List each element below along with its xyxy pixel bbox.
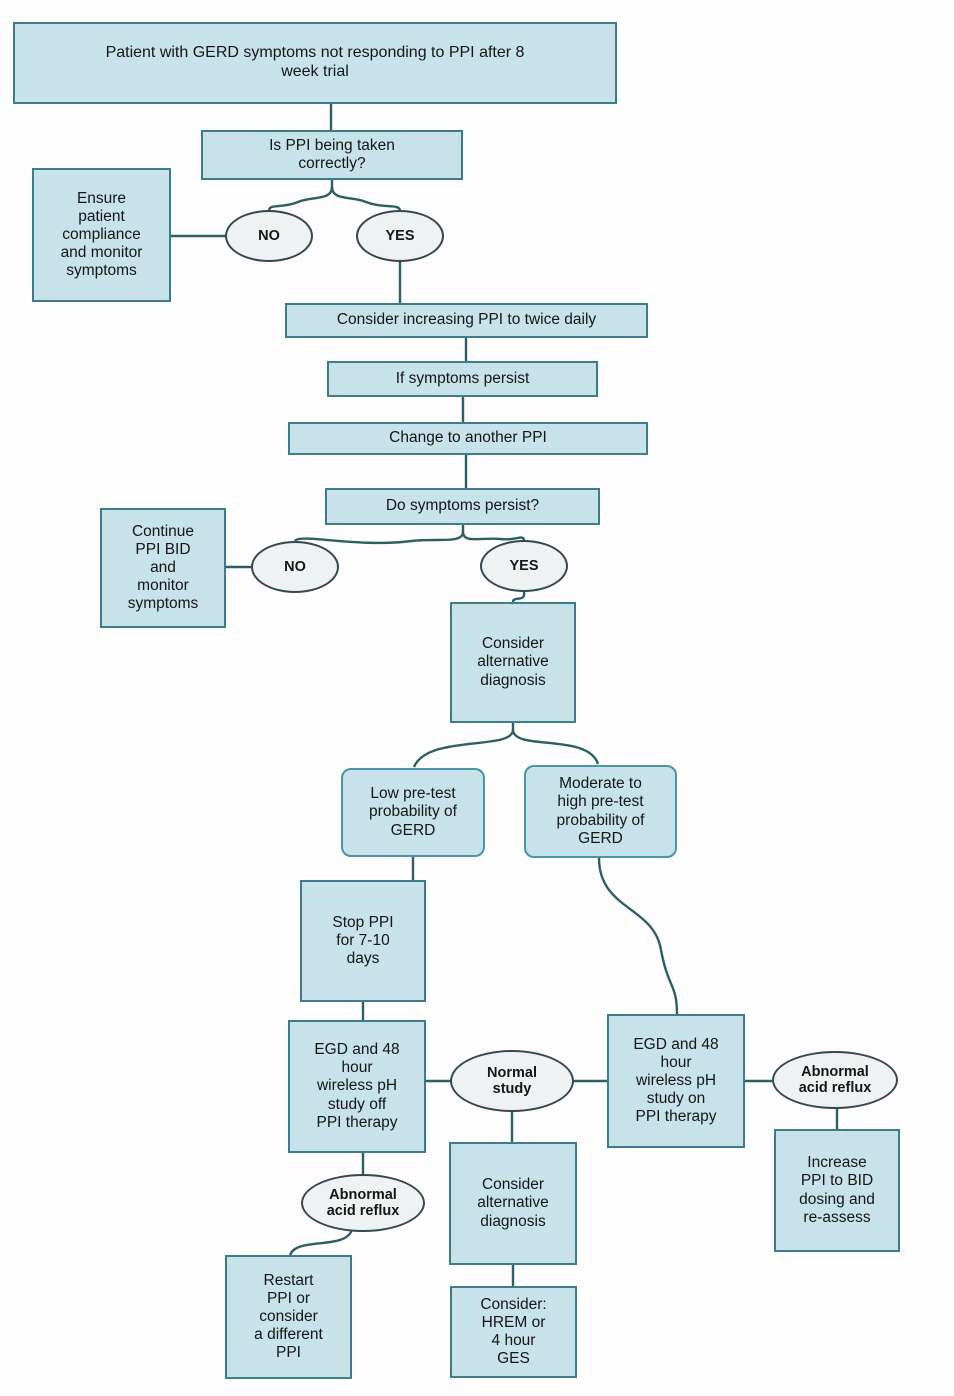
node-if-symptoms-persist <box>327 361 598 397</box>
node-if-symptoms-persist-label: If symptoms persist <box>395 369 530 387</box>
node-ensure-compliance <box>32 168 171 302</box>
node-question-ppi-correct <box>201 130 463 180</box>
decision-abnormal-acid-reflux-left <box>301 1174 425 1232</box>
decision-no-2 <box>251 541 339 593</box>
decision-yes-1-label: YES <box>385 227 415 244</box>
connector-consalt1-to-modhigh <box>513 730 598 764</box>
connector-modhigh-to-egdon <box>599 858 677 1014</box>
node-increase-bid-label: Increase PPI to BID dosing and re-assess <box>799 1154 875 1226</box>
node-restart-ppi <box>225 1255 352 1379</box>
node-consider-increase <box>285 303 648 338</box>
decision-no-1-label: NO <box>258 227 280 244</box>
decision-abnormal-acid-reflux-right-label: Abnormal acid reflux <box>798 1063 872 1096</box>
node-continue-bid-label: Continue PPI BID and monitor symptoms <box>127 522 199 613</box>
node-egd-on-ppi <box>607 1014 745 1148</box>
decision-no-1 <box>225 210 313 262</box>
node-consider-alternative-2-label: Consider alternative diagnosis <box>477 1176 549 1230</box>
connector-consalt1-to-low <box>414 730 513 767</box>
node-low-pretest-label: Low pre-test probability of GERD <box>369 785 457 839</box>
node-consider-hrem-ges-label: Consider: HREM or 4 hour GES <box>480 1295 547 1368</box>
node-egd-on-ppi-label: EGD and 48 hour wireless pH study on PPI therapy <box>633 1035 719 1126</box>
node-consider-increase-label: Consider increasing PPI to twice daily <box>336 311 597 329</box>
node-consider-alternative-2 <box>449 1142 577 1265</box>
node-start <box>13 22 617 104</box>
connector-qppi-to-no1 <box>269 187 332 211</box>
connector-abnormalleft-to-restart <box>290 1229 352 1256</box>
node-moderate-high-pretest <box>524 765 677 858</box>
decision-yes-2 <box>480 540 568 592</box>
node-restart-ppi-label: Restart PPI or consider a different PPI <box>254 1271 323 1362</box>
node-change-ppi-label: Change to another PPI <box>389 429 547 447</box>
decision-no-2-label: NO <box>284 558 306 575</box>
node-stop-ppi <box>300 880 426 1002</box>
decision-abnormal-acid-reflux-right <box>772 1051 898 1109</box>
decision-abnormal-acid-reflux-left-label: Abnormal acid reflux <box>326 1186 400 1219</box>
node-question-ppi-correct-label: Is PPI being taken correctly? <box>269 136 395 172</box>
connector-qpersist-to-no2 <box>295 532 463 543</box>
node-egd-off-ppi <box>288 1020 426 1153</box>
node-increase-bid <box>774 1129 900 1252</box>
decision-yes-1 <box>356 210 444 262</box>
connector-qppi-to-yes1 <box>332 187 400 211</box>
node-start-label: Patient with GERD symptoms not responding to PPI after 8 week trial <box>105 44 525 80</box>
node-ensure-compliance-label: Ensure patient compliance and monitor symptoms <box>60 189 143 280</box>
node-stop-ppi-label: Stop PPI for 7-10 days <box>332 913 394 968</box>
connector-qpersist-to-yes2 <box>463 532 524 540</box>
decision-normal-study-label: Normal study <box>487 1064 537 1097</box>
decision-yes-2-label: YES <box>509 557 539 574</box>
node-low-pretest <box>341 768 485 857</box>
node-continue-bid <box>100 508 226 628</box>
node-egd-off-ppi-label: EGD and 48 hour wireless pH study off PPI therapy <box>314 1041 400 1131</box>
node-consider-alternative-1-label: Consider alternative diagnosis <box>477 635 549 689</box>
node-question-symptoms-persist-label: Do symptoms persist? <box>385 497 540 515</box>
node-change-ppi <box>288 422 648 455</box>
node-consider-alternative-1 <box>450 602 576 723</box>
node-consider-hrem-ges <box>450 1286 577 1378</box>
node-moderate-high-pretest-label: Moderate to high pre-test probability of GERD <box>556 775 645 847</box>
decision-normal-study <box>450 1050 574 1112</box>
node-question-symptoms-persist <box>325 488 600 525</box>
